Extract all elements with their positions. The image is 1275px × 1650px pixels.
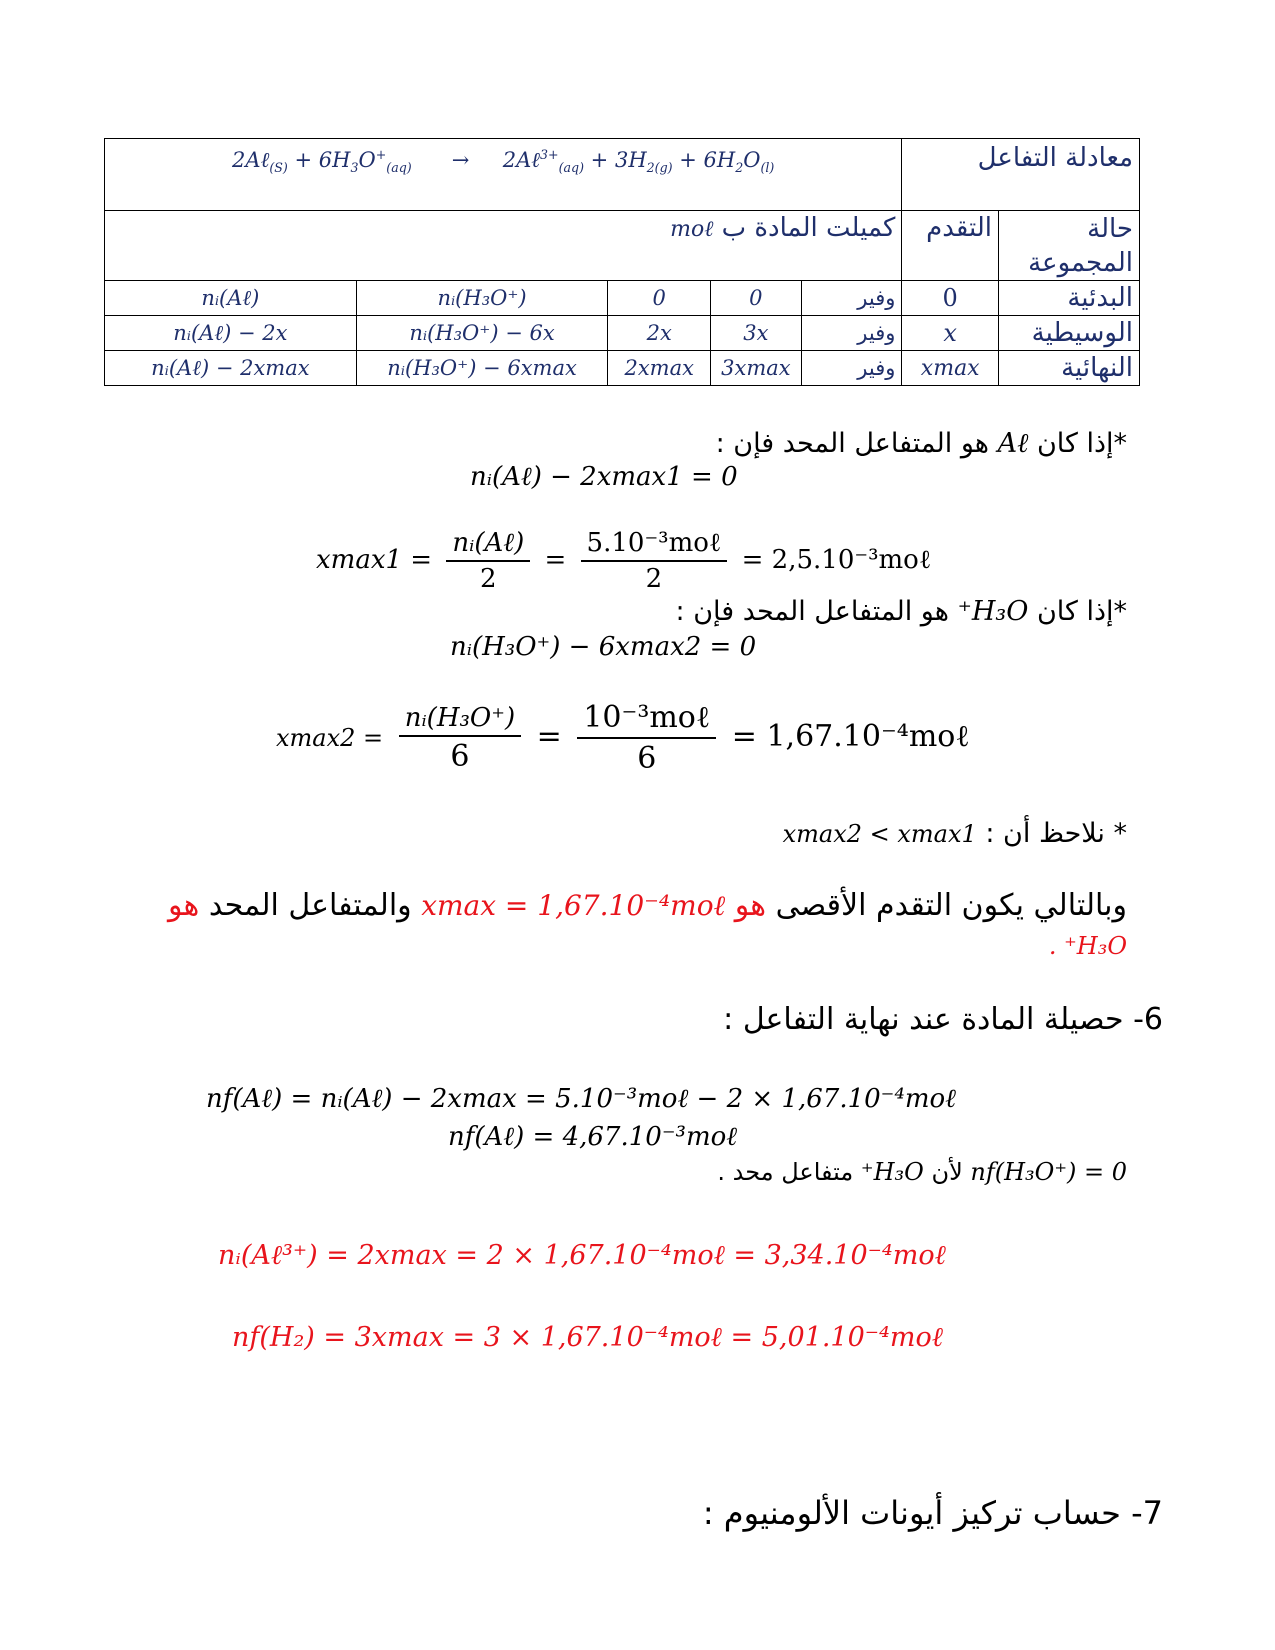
cell-water: وفير	[801, 281, 902, 316]
case1-xmax-equation: xmax1 = $\frac{\text{nᵢ(Aℓ)}}{2}$ = $\frac{\text{5.10⁻³moℓ}}{2}$ = 2,5.10⁻³moℓ	[316, 528, 932, 594]
section6-eq1: nf(Aℓ) = nᵢ(Aℓ) − 2xmax = 5.10⁻³moℓ − 2 × 1,67.10⁻⁴moℓ	[206, 1084, 956, 1114]
case2-equation: nᵢ(H₃O⁺) − 6xmax2 = 0	[450, 632, 757, 662]
cell-water: وفير	[801, 351, 902, 386]
progress-header: التقدم	[902, 211, 999, 281]
cell-al: nᵢ(Aℓ) − 2x	[105, 316, 357, 351]
cell-h3o: nᵢ(H₃O⁺) − 6xmax	[356, 351, 608, 386]
comparison-note: * نلاحظ أن : xmax2 < xmax1	[782, 818, 1127, 849]
case1-equation: nᵢ(Aℓ) − 2xmax1 = 0	[470, 462, 738, 492]
section6-title: 6- حصيلة المادة عند نهاية التفاعل :	[723, 1002, 1163, 1037]
section6-eq3: nf(H₃O⁺) = 0 لأن H₃O⁺ متفاعل محد .	[717, 1158, 1127, 1186]
cell-state: البدئية	[999, 281, 1140, 316]
conclusion-line: وبالتالي يكون التقدم الأقصى هو xmax = 1,67.10⁻⁴moℓ والمتفاعل المحد هو	[168, 888, 1127, 923]
reaction-equation: 2Aℓ$_{(S)}$ + $6H_3O^+_{(aq)}$ → 2Aℓ$^{3+}_{(aq)}$ + $3H_{2(g)} + 6H_2O_{(l)}$	[105, 139, 902, 211]
section7-title: 7- حساب تركيز أيونات الألومنيوم :	[702, 1494, 1163, 1532]
quantity-header: كميلت المادة ب moℓ	[105, 211, 902, 281]
cell-al3: 2x	[608, 316, 711, 351]
cell-state: النهائية	[999, 351, 1140, 386]
table-row	[105, 351, 1140, 386]
cell-h3o: nᵢ(H₃O⁺)	[356, 281, 608, 316]
cell-h2: 3xmax	[711, 351, 802, 386]
cell-al3: 0	[608, 281, 711, 316]
state-header: حالة المجموعة	[999, 211, 1140, 281]
section6-eq5: nf(H₂) = 3xmax = 3 × 1,67.10⁻⁴moℓ = 5,01.10⁻⁴moℓ	[232, 1322, 943, 1353]
case2-statement: *إذا كان H₃O⁺ هو المتفاعل المحد فإن :	[675, 596, 1127, 627]
cell-al: nᵢ(Aℓ)	[105, 281, 357, 316]
cell-water: وفير	[801, 316, 902, 351]
cell-h3o: nᵢ(H₃O⁺) − 6x	[356, 316, 608, 351]
section6-eq4: nᵢ(Aℓ³⁺) = 2xmax = 2 × 1,67.10⁻⁴moℓ = 3,34.10⁻⁴moℓ	[218, 1240, 946, 1271]
case2-xmax-equation: xmax2 = $\frac{\text{nᵢ(H₃O⁺)}}{6}$ = $\frac{\text{10⁻³moℓ}}{6}$ = 1,67.10⁻⁴moℓ	[276, 700, 970, 776]
cell-progress: 0	[902, 281, 999, 316]
table-row	[105, 316, 1140, 351]
cell-progress: xmax	[902, 351, 999, 386]
cell-h2: 3x	[711, 316, 802, 351]
cell-state: الوسيطية	[999, 316, 1140, 351]
conclusion-species: H₃O⁺ .	[1048, 932, 1127, 960]
table-row	[105, 281, 1140, 316]
cell-al3: 2xmax	[608, 351, 711, 386]
cell-al: nᵢ(Aℓ) − 2xmax	[105, 351, 357, 386]
advancement-table	[104, 138, 1140, 386]
cell-progress: x	[902, 316, 999, 351]
cell-h2: 0	[711, 281, 802, 316]
case1-statement: *إذا كان Aℓ هو المتفاعل المحد فإن :	[715, 428, 1127, 459]
section6-eq2: nf(Aℓ) = 4,67.10⁻³moℓ	[448, 1122, 738, 1152]
equation-label: معادلة التفاعل	[902, 139, 1140, 211]
